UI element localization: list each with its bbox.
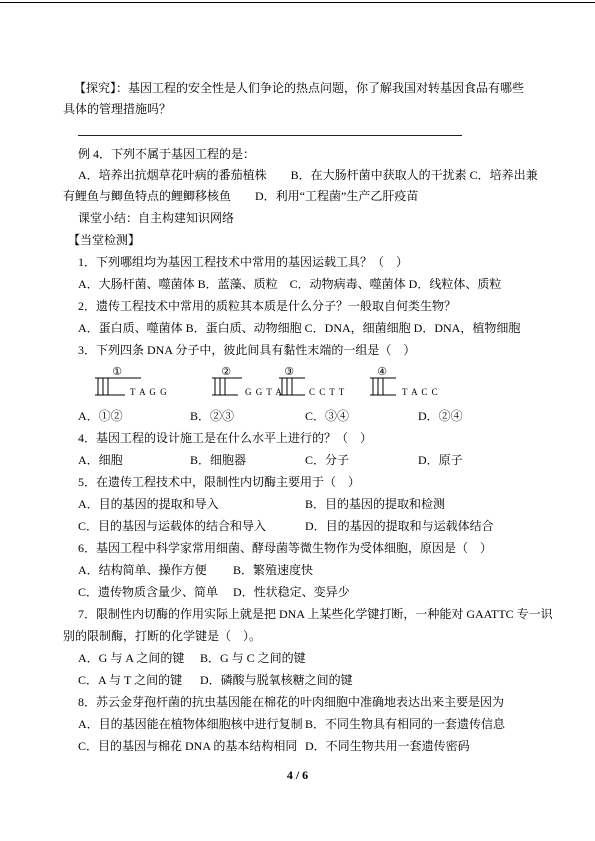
question-6-options-row-1 (0, 559, 595, 581)
option-c: C．③④ (305, 409, 350, 423)
fragment-4-bases: T A C C (402, 387, 439, 397)
question-8-options-row-2 (0, 735, 595, 757)
fragment-3-bases: C C T T (309, 387, 346, 397)
option-a: A．结构简单、操作方便 (78, 563, 207, 577)
option-d: D．磷酸与脱氧核糖之间的键 (200, 673, 353, 687)
option-b: B．目的基因的提取和检测 (305, 497, 446, 511)
question-7-stem-line-1: 7．限制性内切酶的作用实际上就是把 DNA 上某些化学键打断，一种能对 GAATTC 专一识 (78, 607, 553, 621)
option-a: A．①② (78, 409, 123, 423)
option-d: D．不同生物共用一套遗传密码 (305, 739, 470, 753)
option-c: C．目的基因与棉花 DNA 的基本结构相同 (78, 739, 298, 753)
question-3-options (0, 405, 595, 427)
option-b: B．②③ (190, 409, 235, 423)
question-5-options-row-2 (0, 515, 595, 537)
example-4-options-line-2: 有鲤鱼与鲫鱼特点的鲤鲫移核鱼 D．利用“工程菌”生产乙肝疫苗 (63, 189, 419, 203)
option-c: C．A 与 T 之间的键 (78, 673, 183, 687)
option-d: D．性状稳定、变异少 (233, 585, 350, 599)
question-5-stem: 5．在遗传工程技术中，限制性内切酶主要用于（ ） (78, 475, 361, 489)
inquiry-line-2: 具体的管理措施吗？ (63, 102, 172, 116)
option-a: A．细胞 (78, 453, 123, 467)
inquiry-line-1: 【探究】：基因工程的安全性是人们争论的热点问题，你了解我国对转基因食品有哪些 (74, 81, 525, 95)
dna-sticky-end-figure (88, 360, 468, 400)
fragment-3-label: ③ (284, 365, 294, 378)
question-1-stem: 1．下列哪组均为基因工程技术中常用的基因运载工具？（ ） (78, 255, 409, 269)
question-4-stem: 4．基因工程的设计施工是在什么水平上进行的？（ ） (78, 431, 373, 445)
option-a: A．G 与 A 之间的键 (78, 651, 185, 665)
option-b: B．细胞器 (190, 453, 247, 467)
dna-fragment-1 (95, 365, 168, 397)
fragment-1-bases: T A G G (130, 387, 168, 397)
question-6-options-row-2 (0, 581, 595, 603)
question-8-options-row-1 (0, 713, 595, 735)
option-c: C．遗传物质含量少、简单 (78, 585, 219, 599)
option-c: C．分子 (305, 453, 350, 467)
answer-blank-line (78, 135, 462, 136)
test-heading: 【当堂检测】 (68, 233, 141, 247)
option-c: C．目的基因与运载体的结合和导入 (78, 519, 267, 533)
option-d: D．②④ (418, 409, 463, 423)
option-d: D．原子 (418, 453, 463, 467)
option-a: A．目的基因能在植物体细胞核中进行复制 (78, 717, 303, 731)
fragment-1-label: ① (112, 365, 122, 378)
dna-fragment-4 (370, 365, 439, 397)
option-d: D．目的基因的提取和与运载体结合 (305, 519, 494, 533)
fragment-4-label: ④ (377, 365, 387, 378)
question-2-stem: 2．遗传工程技术中常用的质粒其本质是什么分子？一般取自何类生物？ (78, 299, 457, 313)
question-7-stem-line-2: 别的限制酶，打断的化学键是（ ）。 (63, 629, 262, 643)
question-1-options: A．大肠杆菌、噬菌体 B．蓝藻、质粒 C．动物病毒、噬菌体 D．线粒体、质粒 (78, 277, 502, 291)
dna-fragment-3 (279, 365, 345, 397)
option-b: B．不同生物具有相同的一套遗传信息 (305, 717, 506, 731)
option-a: A．目的基因的提取和导入 (78, 497, 219, 511)
question-6-stem: 6．基因工程中科学家常用细菌、酵母菌等微生物作为受体细胞，原因是（ ） (78, 541, 493, 555)
question-2-options: A．蛋白质、噬菌体 B．蛋白质、动物细胞 C．DNA，细菌细胞 D．DNA，植物细胞 (78, 321, 521, 335)
example-4-options-line-1: A．培养出抗烟草花叶病的番茄植株 B．在大肠杆菌中获取人的干扰素 C．培养出兼 (78, 168, 538, 182)
dna-fragment-2 (212, 365, 283, 397)
page-number: 4 / 6 (286, 768, 309, 782)
question-8-stem: 8．苏云金芽孢杆菌的抗虫基因能在棉花的叶肉细胞中准确地表达出来主要是因为 (78, 695, 505, 709)
fragment-2-bases: G G T A (245, 387, 283, 397)
question-7-options-row-2 (0, 669, 595, 691)
fragment-2-label: ② (221, 365, 231, 378)
lesson-summary: 课堂小结：自主构建知识网络 (78, 211, 235, 225)
example-4-stem: 例 4．下列不属于基因工程的是： (78, 147, 256, 161)
question-4-options (0, 449, 595, 471)
option-b: B．G 与 C 之间的键 (200, 651, 306, 665)
page-top-rule (0, 2, 595, 3)
option-b: B．繁殖速度快 (233, 563, 314, 577)
question-7-options-row-1 (0, 647, 595, 669)
question-5-options-row-1 (0, 493, 595, 515)
question-3-stem: 3．下列四条 DNA 分子中，彼此间具有黏性末端的一组是（ ） (78, 343, 416, 357)
